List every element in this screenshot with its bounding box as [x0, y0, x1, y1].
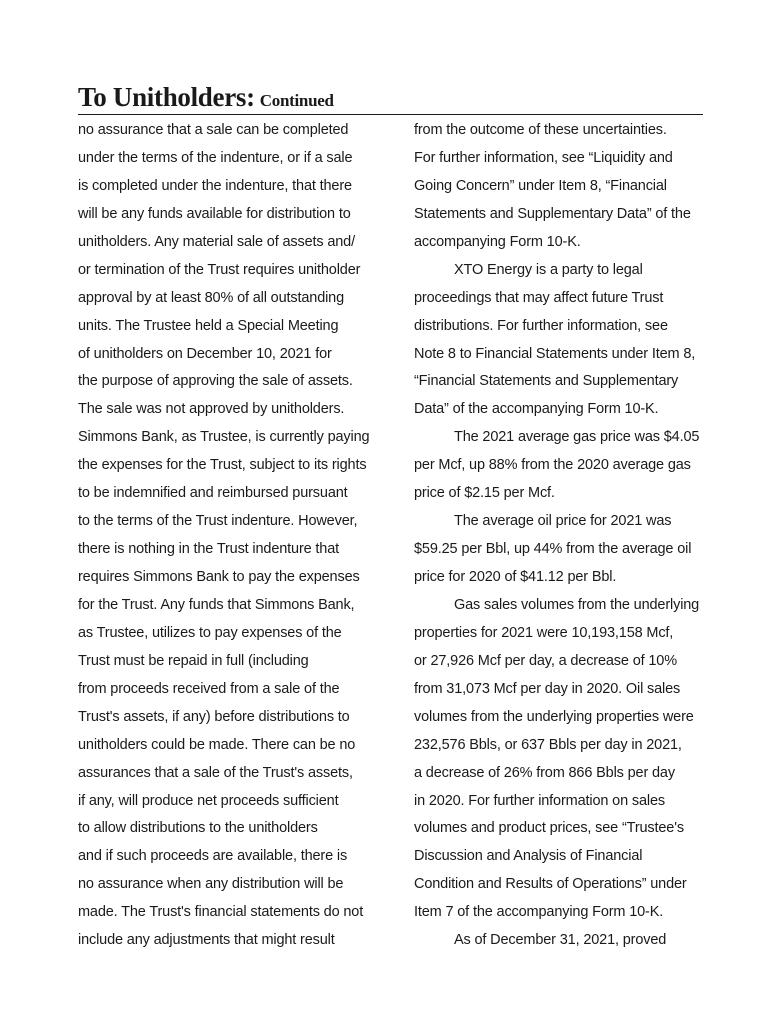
text-line: Statements and Supplementary Data” of the [414, 205, 691, 222]
text-line: for the Trust. Any funds that Simmons Bank, [78, 596, 355, 613]
text-line: accompanying Form 10-K. [414, 233, 581, 250]
text-line: The sale was not approved by unitholders. [78, 401, 345, 418]
text-line: a decrease of 26% from 866 Bbls per day [414, 764, 675, 781]
text-line: volumes and product prices, see “Trustee's [414, 820, 684, 837]
text-line: per Mcf, up 88% from the 2020 average gas [414, 457, 691, 474]
text-line: price of $2.15 per Mcf. [414, 485, 555, 502]
text-line: no assurance that a sale can be completed [78, 122, 349, 138]
paragraph-start-line: The average oil price for 2021 was [454, 513, 672, 530]
text-line: unitholders could be made. There can be no [78, 736, 356, 753]
text-line: Simmons Bank, as Trustee, is currently paying [78, 429, 370, 446]
text-line: 232,576 Bbls, or 637 Bbls per day in 2021, [414, 736, 682, 753]
text-line: and if such proceeds are available, there is [78, 848, 348, 865]
text-line: as Trustee, utilizes to pay expenses of the [78, 624, 342, 641]
text-line: there is nothing in the Trust indenture that [78, 541, 340, 558]
text-line: include any adjustments that might result [78, 932, 335, 949]
text-line: Going Concern” under Item 8, “Financial [414, 177, 667, 194]
page-title [78, 82, 334, 113]
text-line: to the terms of the Trust indenture. However, [78, 513, 358, 530]
paragraph-start-line: The 2021 average gas price was $4.05 [454, 429, 700, 446]
text-line: the expenses for the Trust, subject to its rights [78, 457, 367, 474]
page-header [78, 76, 703, 115]
text-line: units. The Trustee held a Special Meeting [78, 317, 339, 334]
text-line: or 27,926 Mcf per day, a decrease of 10% [414, 652, 677, 669]
text-line: from the outcome of these uncertainties. [414, 122, 667, 138]
text-line: no assurance when any distribution will be [78, 876, 344, 893]
text-line: from proceeds received from a sale of the [78, 680, 340, 697]
text-line: Discussion and Analysis of Financial [414, 848, 643, 865]
text-line: “Financial Statements and Supplementary [414, 373, 679, 390]
text-line: from 31,073 Mcf per day in 2020. Oil sales [414, 680, 681, 697]
text-line: Trust's assets, if any) before distributions to [78, 708, 350, 725]
page-subtitle: Continued [259, 91, 334, 110]
text-line: proceedings that may affect future Trust [414, 289, 664, 306]
text-line: approval by at least 80% of all outstanding [78, 289, 345, 306]
text-line: under the terms of the indenture, or if a sale [78, 149, 353, 166]
text-line: price for 2020 of $41.12 per Bbl. [414, 569, 617, 585]
text-line: properties for 2021 were 10,193,158 Mcf, [414, 624, 674, 641]
text-line: Item 7 of the accompanying Form 10-K. [414, 904, 664, 921]
text-line: or termination of the Trust requires unitholder [78, 261, 361, 278]
text-line: is completed under the indenture, that there [78, 177, 352, 194]
text-line: will be any funds available for distribution to [78, 205, 351, 222]
text-line: in 2020. For further information on sales [414, 792, 665, 809]
text-line: Data” of the accompanying Form 10-K. [414, 401, 659, 418]
text-line: to allow distributions to the unitholders [78, 820, 318, 837]
paragraph-start-line: XTO Energy is a party to legal [454, 261, 643, 278]
text-line: $59.25 per Bbl, up 44% from the average oil [414, 541, 692, 558]
text-line: Note 8 to Financial Statements under Item 8, [414, 345, 696, 362]
text-line: to be indemnified and reimbursed pursuant [78, 485, 348, 502]
text-line: requires Simmons Bank to pay the expenses [78, 569, 360, 585]
page-title-text: To Unitholders: [78, 82, 255, 112]
text-line: Trust must be repaid in full (including [78, 652, 309, 669]
text-line: assurances that a sale of the Trust's assets, [78, 764, 353, 781]
text-line: volumes from the underlying properties were [414, 708, 694, 725]
text-line: For further information, see “Liquidity and [414, 149, 673, 166]
text-line: if any, will produce net proceeds sufficient [78, 792, 339, 809]
text-line: unitholders. Any material sale of assets and/ [78, 233, 355, 250]
left-text-column [78, 117, 378, 955]
text-line: made. The Trust's financial statements do not [78, 904, 364, 921]
text-line: distributions. For further information, see [414, 317, 668, 334]
paragraph-start-line: As of December 31, 2021, proved [454, 932, 667, 949]
text-line: of unitholders on December 10, 2021 for [78, 345, 332, 362]
text-line: the purpose of approving the sale of assets. [78, 373, 353, 390]
right-text-column [414, 117, 714, 955]
text-line: Condition and Results of Operations” under [414, 876, 687, 893]
paragraph-start-line: Gas sales volumes from the underlying [454, 596, 700, 613]
